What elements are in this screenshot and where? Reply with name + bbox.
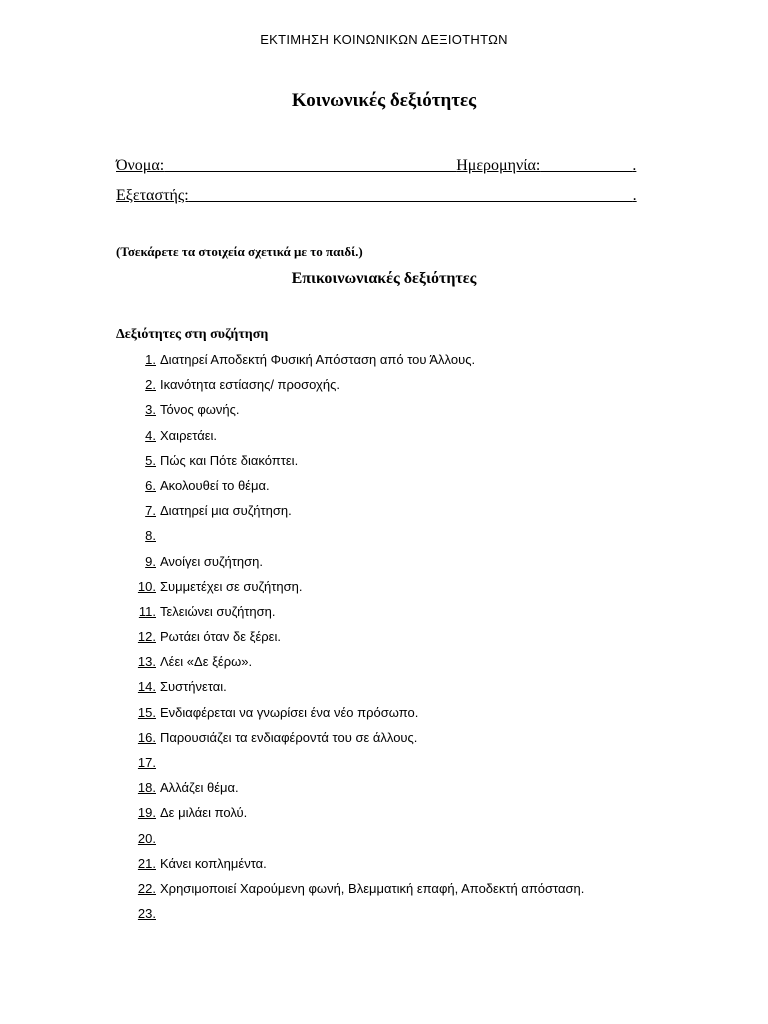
- item-number: 11.: [138, 603, 156, 619]
- item-number: 4.: [145, 427, 156, 443]
- item-text: Ανοίγει συζήτηση.: [160, 553, 263, 569]
- item-number: 14.: [137, 679, 156, 695]
- list-item[interactable]: [116, 904, 584, 929]
- item-number: 9.: [145, 553, 156, 569]
- examiner-blank[interactable]: [189, 187, 633, 204]
- item-number: 19.: [137, 805, 156, 821]
- item-number: 10.: [137, 578, 156, 594]
- item-text: Αλλάζει θέμα.: [160, 780, 239, 796]
- list-item[interactable]: [116, 703, 584, 728]
- item-text: Χαιρετάει.: [160, 427, 218, 443]
- examiner-line: [116, 187, 637, 205]
- item-number: 1.: [145, 352, 156, 367]
- list-item[interactable]: [116, 829, 584, 854]
- list-item[interactable]: [116, 375, 584, 400]
- list-item[interactable]: [116, 627, 584, 652]
- list-item[interactable]: [116, 426, 584, 451]
- item-text: Ικανότητα εστίασης/ προσοχής.: [160, 377, 340, 393]
- list-item[interactable]: [116, 350, 584, 375]
- name-date-line: [116, 157, 636, 175]
- item-number: 12.: [137, 629, 156, 645]
- item-number: 15.: [137, 704, 156, 720]
- list-item[interactable]: [116, 854, 584, 879]
- list-item[interactable]: [116, 552, 584, 577]
- item-number: 5.: [145, 452, 156, 468]
- item-text: Τόνος φωνής.: [160, 402, 240, 418]
- item-text: Συστήνεται.: [160, 679, 227, 695]
- list-item[interactable]: [116, 577, 584, 602]
- item-text: Διατηρεί μια συζήτηση.: [160, 503, 292, 519]
- item-number: 3.: [145, 402, 156, 418]
- date-end: .: [632, 157, 637, 174]
- item-text: Δε μιλάει πολύ.: [160, 805, 248, 821]
- item-number: 13.: [137, 654, 156, 670]
- list-item[interactable]: [116, 476, 584, 501]
- item-number: 22.: [137, 880, 156, 896]
- item-text: Λέει «Δε ξέρω».: [160, 654, 253, 670]
- item-text: Τελειώνει συζήτηση.: [160, 603, 276, 619]
- item-number: 6.: [145, 477, 156, 493]
- list-item[interactable]: [116, 879, 584, 904]
- item-text: Ακολουθεί το θέμα.: [160, 477, 270, 493]
- page-title: Κοινωνικές δεξιότητες: [291, 90, 477, 111]
- item-text: Ρωτάει όταν δε ξέρει.: [160, 629, 281, 645]
- section-title: Επικοινωνιακές δεξιότητες: [291, 270, 477, 287]
- item-text: Παρουσιάζει τα ενδιαφέροντά του σε άλλους.: [160, 729, 418, 745]
- page-header: ΕΚΤΙΜΗΣΗ ΚΟΙΝΩΝΙΚΩΝ ΔΕΞΙΟΤΗΤΩΝ: [260, 32, 508, 47]
- item-text: Διατηρεί Αποδεκτή Φυσική Απόσταση από του Άλλους.: [160, 352, 476, 367]
- list-item[interactable]: [116, 677, 584, 702]
- item-text: Χρησιμοποιεί Χαρούμενη φωνή, Βλεμματική επαφή, Αποδεκτή απόσταση.: [160, 880, 585, 896]
- subsection-title: Δεξιότητες στη συζήτηση: [116, 327, 269, 342]
- item-number: 16.: [137, 729, 156, 745]
- list-item[interactable]: [116, 400, 584, 425]
- list-item[interactable]: [116, 803, 584, 828]
- list-item[interactable]: [116, 753, 584, 778]
- examiner-end: .: [632, 187, 637, 204]
- item-text: Κάνει κοπλημέντα.: [160, 855, 267, 871]
- item-text: Πώς και Πότε διακόπτει.: [160, 452, 299, 468]
- item-number: 18.: [137, 780, 156, 796]
- list-item[interactable]: [116, 652, 584, 677]
- item-number: 17.: [137, 755, 156, 770]
- examiner-label: Εξεταστής:: [116, 187, 189, 204]
- list-item[interactable]: [116, 501, 584, 526]
- checklist: [116, 350, 584, 929]
- list-item[interactable]: [116, 778, 584, 803]
- name-label: Όνομα:: [116, 157, 165, 174]
- item-number: 21.: [137, 855, 156, 871]
- item-number: 8.: [145, 528, 156, 544]
- date-label: Ημερομηνία:: [456, 157, 541, 174]
- item-text: Ενδιαφέρεται να γνωρίσει ένα νέο πρόσωπο.: [160, 704, 419, 720]
- item-number: 2.: [145, 377, 156, 393]
- item-number: 20.: [137, 830, 156, 846]
- name-blank[interactable]: [164, 157, 456, 174]
- item-number: 7.: [145, 503, 156, 519]
- date-blank[interactable]: [540, 157, 632, 174]
- list-item[interactable]: [116, 602, 584, 627]
- list-item[interactable]: [116, 526, 584, 551]
- item-number: 23.: [137, 906, 156, 922]
- list-item[interactable]: [116, 728, 584, 753]
- list-item[interactable]: [116, 451, 584, 476]
- instruction-text: (Τσεκάρετε τα στοιχεία σχετικά με το παιδί.): [116, 244, 363, 259]
- item-text: Συμμετέχει σε συζήτηση.: [160, 578, 303, 594]
